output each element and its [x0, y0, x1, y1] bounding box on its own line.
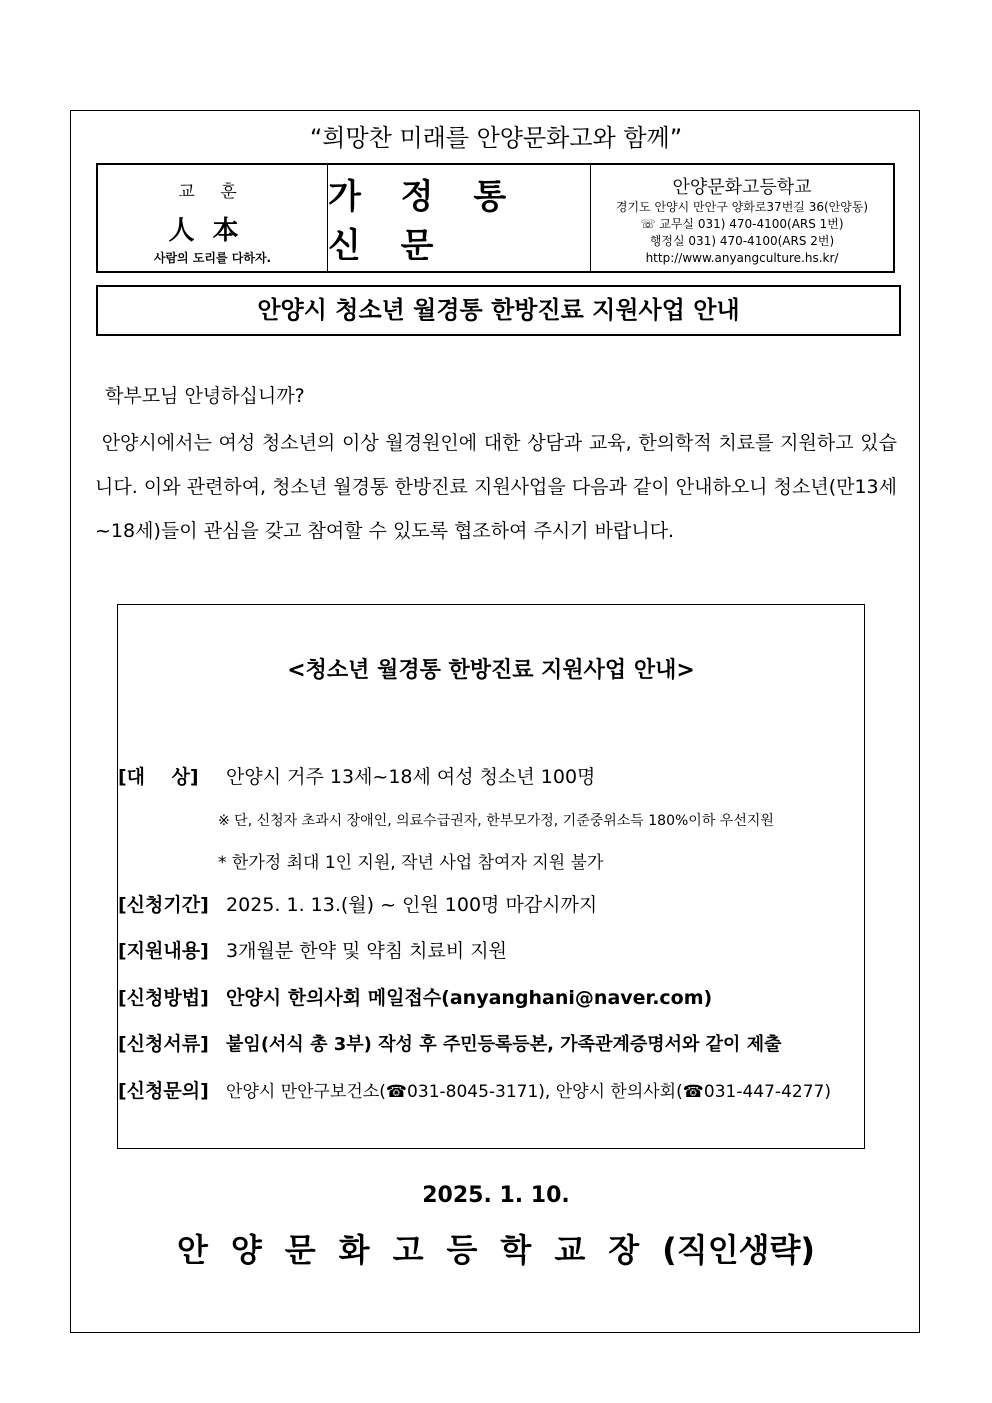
priority-note: ※ 단, 신청자 초과시 장애인, 의료수급권자, 한부모가정, 기준중위소득 180%이하 우선지원 [218, 813, 774, 829]
inquiry-row [118, 1076, 831, 1103]
period-row [118, 890, 597, 917]
limit-note: * 한가정 최대 1인 지원, 작년 사업 참여자 지원 불가 [218, 853, 604, 873]
period-value: 2025. 1. 13.(월) ~ 인원 100명 마감시까지 [226, 894, 598, 916]
school-address: 경기도 안양시 만안구 양화로37번길 36(안양동) [615, 200, 869, 214]
notice-title: <청소년 월경통 한방진료 지원사업 안내> [287, 658, 695, 683]
school-motto: “희망찬 미래를 안양문화고와 함께” [309, 124, 683, 152]
content-row [118, 936, 507, 963]
method-label: [신청방법] [118, 987, 209, 1009]
document-title: 안양시 청소년 월경통 한방진료 지원사업 안내 [96, 285, 901, 336]
seal-omitted-note: (직인생략) [662, 1231, 816, 1269]
method-row [118, 983, 712, 1010]
paper-title: 가 정 통 신 문 [328, 177, 521, 266]
target-label: [대 상] [118, 766, 199, 788]
target-value: 안양시 거주 13세~18세 여성 청소년 100명 [226, 766, 596, 788]
documents-row [118, 1029, 781, 1056]
notice-box [117, 604, 865, 1149]
gyohun-label: 교 훈 [178, 182, 247, 202]
school-info-cell [591, 165, 893, 271]
issue-date: 2025. 1. 10. [422, 1183, 570, 1208]
phone-office: ☏ 교무실 031) 470-4100(ARS 1번) [640, 217, 844, 231]
method-value: 안양시 한의사회 메일접수(anyanghani@naver.com) [226, 987, 713, 1009]
signature-name: 안양문화고등학교장 [176, 1231, 663, 1269]
inquiry-label: [신청문의] [118, 1080, 209, 1102]
content-value: 3개월분 한약 및 약침 치료비 지원 [226, 940, 507, 962]
gyohun-description: 사람의 도리를 다하자. [153, 251, 272, 265]
inquiry-value: 안양시 만안구보건소(☎031-8045-3171), 안양시 한의사회(☎031-447-4277) [226, 1082, 831, 1102]
period-label: [신청기간] [118, 894, 209, 916]
letterhead [96, 163, 895, 273]
gyohun-cell [98, 165, 328, 271]
paper-title-cell [328, 165, 591, 271]
documents-label: [신청서류] [118, 1033, 209, 1055]
phone-admin: 행정실 031) 470-4100(ARS 2번) [649, 234, 835, 248]
school-website[interactable]: http://www.anyangculture.hs.kr/ [645, 251, 839, 265]
content-label: [지원내용] [118, 940, 209, 962]
greeting: 학부모님 안녕하십니까? [105, 385, 305, 407]
documents-value: 붙임(서식 총 3부) 작성 후 주민등록등본, 가족관계증명서와 같이 제출 [226, 1034, 782, 1055]
body-text: 안양시에서는 여성 청소년의 이상 월경원인에 대한 상담과 교육, 한의학적 치료를 지원하고 있습니다. 이와 관련하여, 청소년 월경통 한방진료 지원사업을 다음과 같이 안내하오니 청소년(만13세~18세)들이 관심을 갖고 참여할 수 있도록 협조하여 주시기 바랍니다. [95, 432, 897, 542]
target-row [118, 762, 595, 789]
body-paragraph [95, 421, 897, 553]
school-name: 안양문화고등학교 [672, 177, 812, 198]
gyohun-characters: 人本 [168, 216, 257, 246]
principal-signature [0, 1225, 992, 1271]
